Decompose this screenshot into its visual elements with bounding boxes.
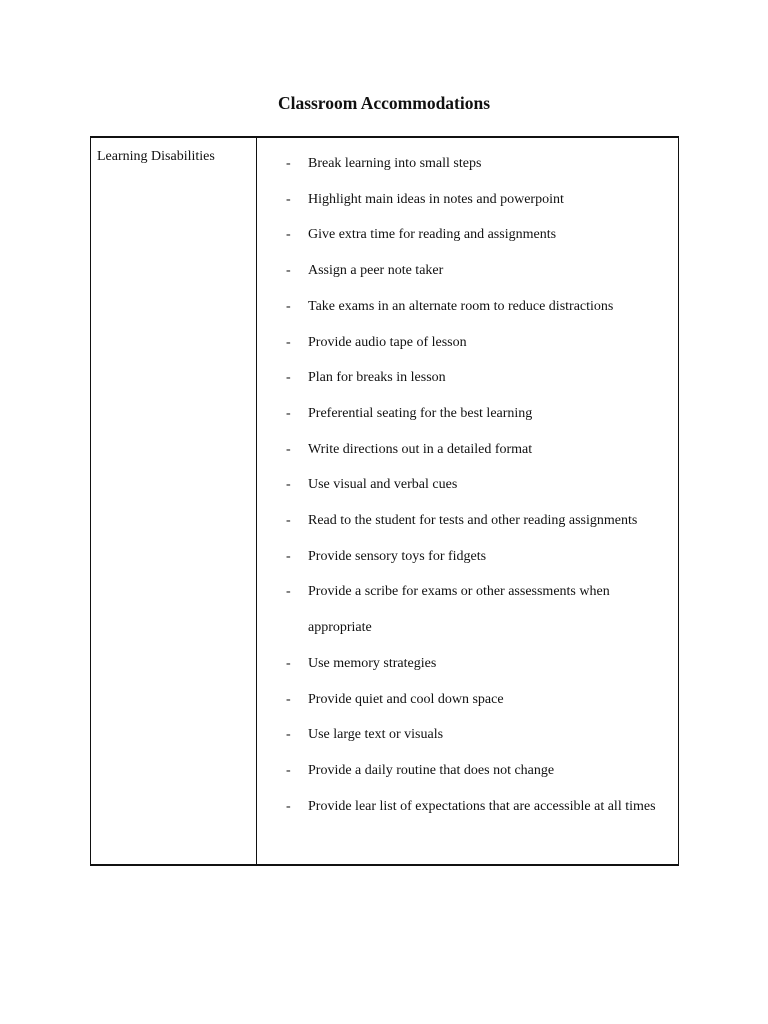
dash-bullet: - bbox=[286, 655, 291, 671]
item-text: Take exams in an alternate room to reduce distractions bbox=[308, 298, 614, 314]
dash-bullet: - bbox=[286, 191, 291, 207]
item-text: Write directions out in a detailed format bbox=[308, 441, 533, 457]
page-title: Classroom Accommodations bbox=[277, 93, 491, 113]
dash-bullet: - bbox=[286, 762, 291, 778]
dash-bullet: - bbox=[286, 405, 291, 421]
item-text: Preferential seating for the best learning bbox=[308, 405, 533, 421]
list-item bbox=[257, 646, 670, 682]
item-text: Provide quiet and cool down space bbox=[308, 691, 504, 707]
list-item bbox=[257, 574, 670, 645]
list-item bbox=[257, 289, 670, 325]
list-item bbox=[257, 467, 670, 503]
category-label: Learning Disabilities bbox=[97, 149, 215, 164]
item-text: Provide lear list of expectations that are accessible at all times bbox=[308, 798, 656, 814]
dash-bullet: - bbox=[286, 441, 291, 457]
item-text: Plan for breaks in lesson bbox=[308, 370, 446, 386]
dash-bullet: - bbox=[286, 227, 291, 243]
item-text: Provide a daily routine that does not change bbox=[308, 762, 555, 778]
item-text: Provide a scribe for exams or other assessments when appropriate bbox=[308, 584, 610, 636]
dash-bullet: - bbox=[286, 691, 291, 707]
dash-bullet: - bbox=[286, 298, 291, 314]
dash-bullet: - bbox=[286, 513, 291, 529]
dash-bullet: - bbox=[286, 370, 291, 386]
category-cell bbox=[91, 138, 257, 864]
list-item bbox=[257, 182, 670, 218]
item-text: Use visual and verbal cues bbox=[308, 477, 458, 493]
item-text: Read to the student for tests and other reading assignments bbox=[308, 513, 638, 529]
list-item bbox=[257, 217, 670, 253]
list-item bbox=[257, 717, 670, 753]
list-item bbox=[257, 539, 670, 575]
list-item bbox=[257, 146, 670, 182]
accommodations-cell bbox=[257, 146, 670, 824]
dash-bullet: - bbox=[286, 156, 291, 171]
dash-bullet: - bbox=[286, 798, 291, 814]
list-item bbox=[257, 325, 670, 361]
dash-bullet: - bbox=[286, 477, 291, 493]
item-text: Provide sensory toys for fidgets bbox=[308, 548, 487, 564]
list-item bbox=[257, 503, 670, 539]
list-item bbox=[257, 682, 670, 718]
accommodations-list bbox=[257, 146, 670, 824]
list-item bbox=[257, 432, 670, 468]
item-text: Highlight main ideas in notes and powerpoint bbox=[308, 191, 564, 207]
dash-bullet: - bbox=[286, 727, 291, 743]
dash-bullet: - bbox=[286, 334, 291, 350]
item-text: Use memory strategies bbox=[308, 655, 437, 671]
list-item bbox=[257, 360, 670, 396]
list-item bbox=[257, 396, 670, 432]
item-text: Break learning into small steps bbox=[308, 156, 482, 171]
dash-bullet: - bbox=[286, 584, 291, 600]
item-text: Use large text or visuals bbox=[308, 727, 444, 743]
dash-bullet: - bbox=[286, 263, 291, 279]
dash-bullet: - bbox=[286, 548, 291, 564]
item-text: Assign a peer note taker bbox=[308, 263, 444, 279]
list-item bbox=[257, 753, 670, 789]
accommodations-table bbox=[90, 136, 679, 866]
list-item bbox=[257, 253, 670, 289]
item-text: Provide audio tape of lesson bbox=[308, 334, 467, 350]
list-item bbox=[257, 789, 670, 825]
item-text: Give extra time for reading and assignments bbox=[308, 227, 557, 243]
